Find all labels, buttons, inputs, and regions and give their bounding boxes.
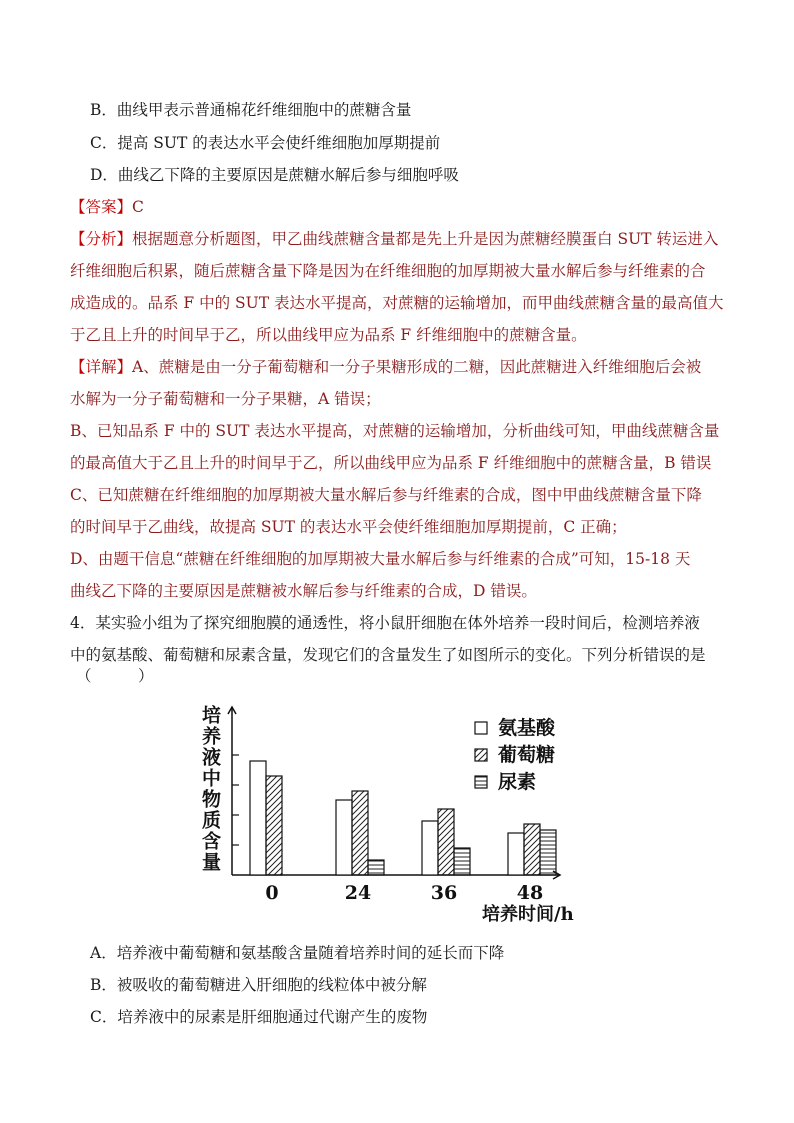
question4-blank: （ ） xyxy=(76,667,154,685)
x-tick-label: 48 xyxy=(516,882,544,904)
detail-line-1 xyxy=(70,357,701,377)
bar xyxy=(524,824,540,875)
question4-line-2: 中的氨基酸、葡萄糖和尿素含量，发现它们的含量发生了如图所示的变化。下列分析错误的是 xyxy=(70,646,706,664)
detail-line-3: B、已知品系 F 中的 SUT 表达水平提高，对蔗糖的运输增加，分析曲线可知，甲曲线蔗糖含量 xyxy=(70,422,720,440)
bar xyxy=(368,860,384,875)
detail-line-6: 的时间早于乙曲线，故提高 SUT 的表达水平会使纤维细胞加厚期提前，C 正确； xyxy=(70,518,627,536)
legend-swatch xyxy=(475,722,487,734)
legend-label: 葡萄糖 xyxy=(498,744,556,766)
answer-tag: 【答案】 xyxy=(70,198,133,216)
bar xyxy=(352,791,368,875)
bar xyxy=(454,848,470,875)
option-d: D．曲线乙下降的主要原因是蔗糖水解后参与细胞呼吸 xyxy=(90,166,459,184)
option-b: B．曲线甲表示普通棉花纤维细胞中的蔗糖含量 xyxy=(90,101,412,119)
x-tick-label: 36 xyxy=(430,882,458,904)
legend-swatch xyxy=(475,749,487,761)
bar xyxy=(336,800,352,875)
detail-line-7: D、由题干信息“蔗糖在纤维细胞的加厚期被大量水解后参与纤维素的合成”可知，15-18 天 xyxy=(70,550,691,568)
answer-value: C xyxy=(132,198,144,216)
x-tick-label: 24 xyxy=(344,882,372,904)
analysis-line-3: 成造成的。品系 F 中的 SUT 表达水平提高，对蔗糖的运输增加，而甲曲线蔗糖含量的最高值大 xyxy=(70,294,724,312)
x-axis-label: 培养时间/h xyxy=(482,904,574,925)
bar xyxy=(508,833,524,875)
legend-label: 氨基酸 xyxy=(498,717,556,739)
analysis-text-1: 根据题意分析题图，甲乙曲线蔗糖含量都是先上升是因为蔗糖经膜蛋白 SUT 转运进入 xyxy=(132,230,719,248)
analysis-line-1 xyxy=(70,229,718,249)
analysis-tag: 【分析】 xyxy=(70,230,133,248)
detail-text-1: A、蔗糖是由一分子葡萄糖和一分子果糖形成的二糖，因此蔗糖进入纤维细胞后会被 xyxy=(132,358,702,376)
detail-line-4: 的最高值大于乙且上升的时间早于乙，所以曲线甲应为品系 F 纤维细胞中的蔗糖含量，B 错误 xyxy=(70,454,712,472)
answer-line xyxy=(70,197,144,217)
analysis-line-2: 纤维细胞后积累，随后蔗糖含量下降是因为在纤维细胞的加厚期被大量水解后参与纤维素的合 xyxy=(70,262,706,280)
legend-label: 尿素 xyxy=(498,771,537,793)
bar xyxy=(540,830,556,875)
bar xyxy=(266,776,282,875)
option4-a: A．培养液中葡萄糖和氨基酸含量随着培养时间的延长而下降 xyxy=(90,944,505,962)
bar xyxy=(422,821,438,875)
bar xyxy=(438,809,454,875)
x-tick-label: 0 xyxy=(265,882,279,904)
detail-line-8: 曲线乙下降的主要原因是蔗糖被水解后参与纤维素的合成，D 错误。 xyxy=(70,582,537,600)
detail-line-2: 水解为一分子葡萄糖和一分子果糖，A 错误； xyxy=(70,390,381,408)
detail-line-5: C、已知蔗糖在纤维细胞的加厚期被大量水解后参与纤维素的合成，图中甲曲线蔗糖含量下降 xyxy=(70,486,702,504)
option4-c: C．培养液中的尿素是肝细胞通过代谢产生的废物 xyxy=(90,1008,428,1026)
analysis-line-4: 于乙且上升的时间早于乙，所以曲线甲应为品系 F 纤维细胞中的蔗糖含量。 xyxy=(70,326,587,344)
option-c: C．提高 SUT 的表达水平会使纤维细胞加厚期提前 xyxy=(90,134,441,152)
y-axis-label: 培养液中物质含量 xyxy=(199,705,221,873)
bar xyxy=(250,761,266,875)
option4-b: B．被吸收的葡萄糖进入肝细胞的线粒体中被分解 xyxy=(90,976,427,994)
legend-swatch xyxy=(475,776,487,788)
detail-tag: 【详解】 xyxy=(70,358,133,376)
bar-chart xyxy=(190,695,610,930)
question4-line-1: 4．某实验小组为了探究细胞膜的通透性，将小鼠肝细胞在体外培养一段时间后，检测培养液 xyxy=(70,614,700,632)
